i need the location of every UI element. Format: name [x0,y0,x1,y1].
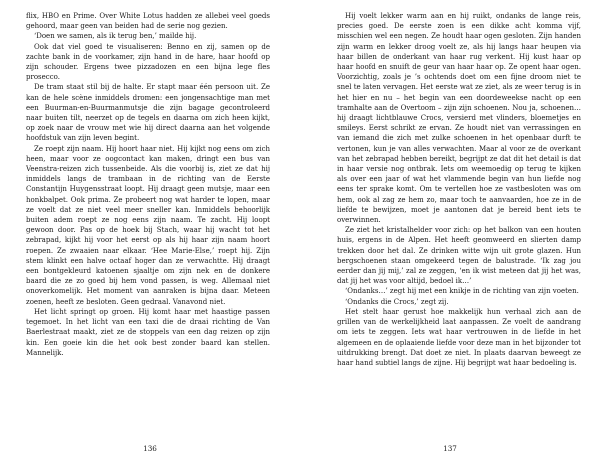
paragraph: Het licht springt op groen. Hij komt haar met haastige passen tegemoet. In het licht van een taxi die de draai richting de Van Baerlestraat maakt, ziet ze de stoppels van een dag reizen op zijn kin. Een goeie kin die het ook best zonder baard kan stellen. Mannelijk. [26,307,270,357]
right-page [300,0,600,471]
paragraph: Het stelt haar gerust hoe makkelijk hun verhaal zich aan de grillen van de werkelijkheid laat aanpassen. Ze voelt de aandrang om iets te zeggen. Iets wat haar vertrouwen in de liefde in het algemeen en de oplaaiende liefde voor deze man in het bijzonder tot uitdrukking brengt. Dat doet ze niet. In plaats daarvan beweegt ze haar hand subtiel langs de zijne. Hij begrijpt wat haar bedoeling is. [337,307,581,367]
paragraph: ‘Ondanks die Crocs,’ zegt zij. [345,297,449,306]
paragraph: Ze ziet het kristalhelder voor zich: op het balkon van een houten huis, ergens in de Alpen. Het heeft geomweerd en slierten damp trekken door het dal. Ze drinken witte wijn uit grote glazen. Hun bergschoenen staan omgekeerd tegen de balustrade. ‘Ik zag jou eerder dan jij mij,’ zal ze zeggen, ‘en ik wist meteen dat jij het was, dat jij het was voor altijd, bedoel ik…’ [337,226,581,286]
right-page-text [337,11,581,368]
paragraph: Ze roept zijn naam. Hij hoort haar niet. Hij kijkt nog eens om zich heen, maar voor ze oogcontact kan maken, dringt een bus van Veenstra-reizen zich tussenbeide. Als die voorbij is, ziet ze dat hij inmiddels langs de trambaan in de richting van de Eerste Constantijn Huygensstraat loopt. Hij draagt geen mutsje, maar een honkbalpet. Ook prima. Ze probeert nog wat harder te lopen, maar ze voelt dat ze niet veel meer sneller kan. Inmiddels behoorlijk buiten adem roept ze nog eens zijn naam. Te zacht. Hij loopt gewoon door. Pas op de hoek bij Stach, waar hij wacht tot het zebrapad, kijkt hij voor het eerst op als hij haar zijn naam hoort roepen. Ze zwaaien naar elkaar. ‘Hee Marie-Else,’ roept hij. Zijn stem klinkt een halve octaaf hoger dan ze verwachtte. Hij draagt een bontgekleurd katoenen sjaaltje om zijn nek en de donkere baard die ze zo goed bij hem vond passen, is weg. Allemaal niet onoverkomelijk. Het moment van aanraken is bijna daar. Meteen zoenen, heeft ze besloten. Geen gedraal. Vanavond niet. [26,144,270,306]
left-page-text [26,11,270,358]
page-number-left: 136 [143,444,157,453]
page-number-right: 137 [443,444,457,453]
paragraph: ‘Doen we samen, als ik terug ben,’ mailde hij. [34,32,197,41]
paragraph: Hij voelt lekker warm aan en hij ruikt, ondanks de lange reis, precies goed. De eerste zoen is een dikke acht komma vijf, misschien wel een negen. Ze houdt haar ogen gesloten. Zijn handen zijn warm en lekker droog voelt ze, als hij langs haar heupen via haar billen de onderkant van haar rug verkent. Hij kust haar op haar hoofd en snuift de geur van haar haar op. Ze opent haar ogen. Voorzichtig, zoals je ’s ochtends doet om een fijne droom niet te snel te laten vervagen. Het eerste wat ze ziet, als ze weer terug is in het hier en nu – het begin van een doordeweekse nacht op een tramhalte aan de Overtoom – zijn zijn schoenen. Nou ja, schoenen… hij draagt lichtblauwe Crocs, versierd met vlinders, bloemetjes en smileys. Eerst schrikt ze ervan. Ze houdt niet van verrassingen en van iemand die zich met zulke schoenen in het openbaar durft te vertonen, kun je van alles verwachten. Maar al voor ze de overkant van het zebrapad hebben bereikt, begrijpt ze dat dit het detail is dat in haar versie nog ontbrak. Iets om weemoedig op terug te kijken als over een jaar of wat het vlammende begin van hun liefde nog eens ter sprake komt. Om te vertellen hoe ze vastbesloten was om hem, ook al zag ze hem zo, maar toch te aanvaarden, hoe ze in de liefde te bewijzen, moet je aantonen dat je bereid bent iets te overwinnen. [337,12,581,225]
paragraph: flix, HBO en Prime. Over White Lotus hadden ze allebei veel goeds gehoord, maar geen van beiden had de serie nog gezien. [26,12,270,31]
paragraph: De tram staat stil bij de halte. Er stapt maar één persoon uit. Ze kan de hele scène inmiddels dromen: een jongensachtige man met een Buurman-en-Buurmanmutsje die zijn bagage gecontroleerd naar buiten tilt, neerzet op de tegels en daarna om zich heen kijkt, op zoek naar de vrouw met wie hij direct daarna aan het volgende hoofdstuk van zijn leven begint. [26,83,270,143]
paragraph: ‘Ondanks…’ zegt hij met een knikje in de richting van zijn voeten. [345,287,579,296]
paragraph: Ook dat viel goed te visualiseren: Benno en zij, samen op de zachte bank in de voorkamer, zijn hand in de hare, haar hoofd op zijn schouder. Ergens twee pizzadozen en een bijna lege fles prosecco. [26,42,270,82]
